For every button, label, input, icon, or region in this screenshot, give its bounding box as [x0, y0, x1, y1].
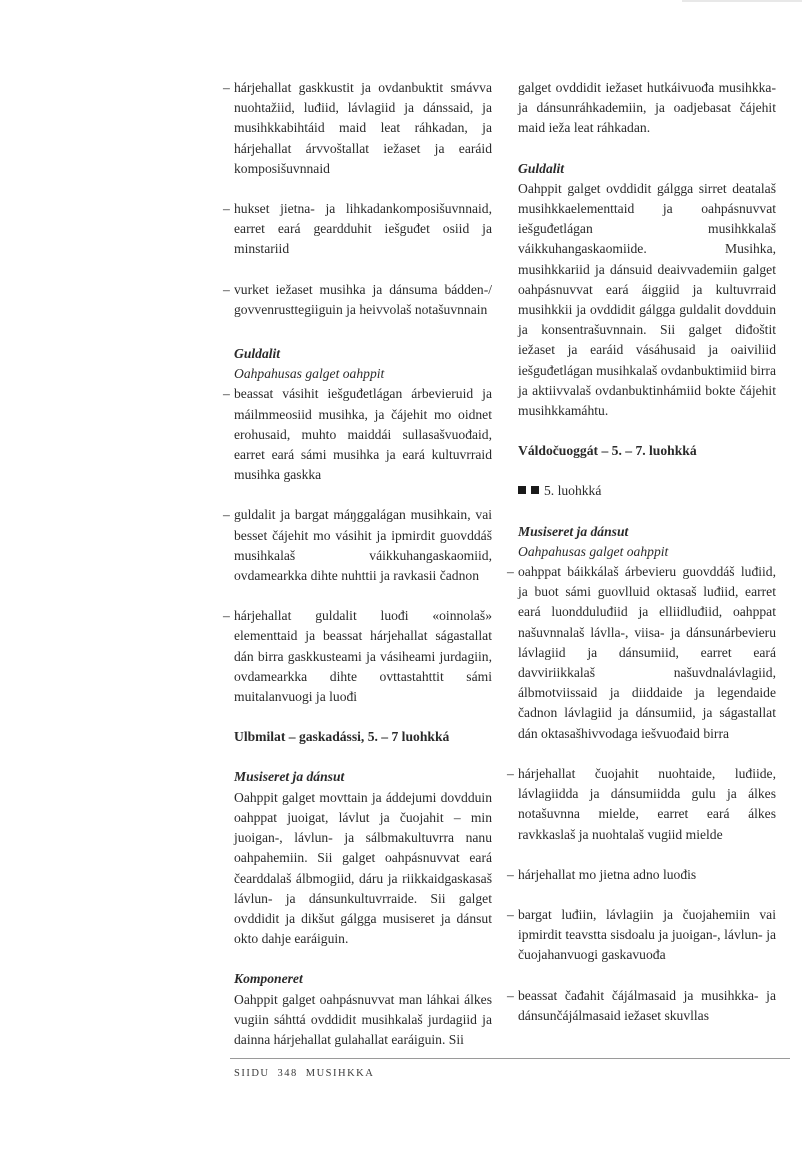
section-heading-komponeret: Komponeret [234, 971, 303, 987]
grade-label-text: 5. luohkká [544, 483, 602, 499]
section-subheading: Oahpahusas galget oahppit [234, 366, 385, 382]
section-subheading: Oahpahusas galget oahppit [518, 543, 669, 559]
right-column [507, 78, 776, 1046]
list-item: – bargat luđiin, lávlagiin ja čuojahemiin vai ipmirdit teavstta sisdoalu ja juoigan-, lávlun- ja čuojahanvuogi gaskavuođa [507, 906, 776, 963]
section-heading-musiseret: Musiseret ja dánsut [234, 769, 345, 785]
footer-label: SIIDU [234, 1068, 270, 1079]
list-item: – hárjehallat čuojahit nuohtaide, luđiide, lávlagiidda ja dánsumiidda gulu ja álkes notašuvnna mielde, earret eará álkes ravkkaslaš ja nuohtalaš vugiid mielde [507, 765, 776, 842]
square-bullet-icon [518, 486, 526, 494]
section-heading-musiseret: Musiseret ja dánsut [518, 523, 629, 539]
section-heading-guldalit: Guldalit [518, 160, 565, 176]
footer-divider [230, 1058, 790, 1059]
list-item-text: beassat vásihit iešguđetlágan árbevieruid ja máilmmeosiid musihka, ja čájehit mo oidnet erohusaid, muhto maiddái sullasašvuođaid, earret eará sámi musihka ja eará kultuvrraid musihka gaskka [234, 386, 492, 483]
list-item: – hárjehallat gaskkustit ja ovdanbuktit smávva nuohtažiid, luđiid, lávlagiid ja dánssaid, ja musihkkabihtáid maid leat ráhkadan, ja hárjehallat árvvoštallat iežaset ja earáid komposišuvnnaid [223, 80, 492, 176]
list-item: – hárjehallat guldalit luođi «oinnolaš» elementtaid ja beassat hárjehallat ságastallat dán birra gaskkusteami ja vásiheami jurdagiin, ovdamearkka dihte ovttastahttit sámi muitalanvuogi ja luođi [223, 608, 492, 705]
page-footer [234, 1068, 382, 1079]
paragraph: galget ovddidit iežaset hutkáivuođa musihkka- ja dánsunráhkademiin, ja oadjebasat čájehit maid ieža leat ráhkadan. [518, 80, 776, 136]
list-item: – vurket iežaset musihka ja dánsuma bádden-/ govvenrusttegiiguin ja heivvolaš notašuvnnain [223, 281, 492, 317]
section-heading-valdo: Váldočuoggát – 5. – 7. luohkká [518, 443, 697, 459]
list-item: – beassat čađahit čájálmasaid ja musihkka- ja dánsunčájálmasaid iežaset skuvllas [507, 987, 776, 1023]
list-item: – hukset jietna- ja lihkadankomposišuvnnaid, earret eará geardduhit iešguđet osiid ja minstariid [223, 201, 492, 257]
page-number: 348 [277, 1068, 298, 1079]
list-item: – beassat vásihit iešguđetlágan árbevieruid ja máilmmeosiid musihka, ja čájehit mo oidnet erohusaid, muhto maiddái sullasašvuođaid, earret eará sámi musihka ja eará kultuvrraid musihka gaskka [223, 386, 492, 483]
list-item-text: hárjehallat mo jietna adno luođis [518, 866, 697, 882]
paragraph: Oahppit galget movttain ja áddejumi dovdduin oahppat juoigat, lávlut ja čuojahit – min juoigan-, lávlun- ja sálbmakultuvrra nanu oahpahemiin. Sii galget oahpásnuvvat eará čearddalaš álbmogiid, dáru ja riikkaidgaskasaš lávlun- ja dánsunkultuvrraide. Sii galget ovddidit ja dikšut gálgga musiseret ja dánsut okto dahje earáiguin. [234, 789, 492, 947]
paragraph: Oahppit galget ovddidit gálgga sirret deatalaš musihkkaelementtaid ja oahpásnuvvat iešguđetlágan musihkkalaš váikkuhangaskaomiide. Musihka, musihkkariid ja dánsuid deaivvademiin galget oahpásnuvvat eará áiggiid ja kultuvrraid musihkkii ja ovddidit gálgga guldalit dovdduin ja konsentrašuvnnain. Sii galget diđoštit iežaset ja earáid vásáhusaid ja oaiviliid iešguđetlágan musihkalaš ovdanbuktimiid birra ja aktiivvalaš ovdanbuktinhámiid bokte čájehit musihkkamáhtu. [518, 180, 776, 419]
list-item: – hárjehallat mo jietna adno luođis [507, 866, 697, 882]
footer-section: MUSIHKKA [305, 1068, 375, 1079]
grade-label [518, 481, 776, 501]
page-edge-mark [682, 0, 802, 2]
list-item-text: hukset jietna- ja lihkadankomposišuvnnaid, earret eará geardduhit iešguđet osiid ja minstariid [234, 201, 492, 257]
list-item-text: guldalit ja bargat máŋggalágan musihkain, vai besset čájehit mo vásihit ja ipmirdit guovddáš musihkalaš váikkuhangaskaomiid, ovdamearkka dihte nuhttii ja ravkasii čadnon [234, 507, 492, 584]
list-item: – guldalit ja bargat máŋggalágan musihkain, vai besset čájehit mo vásihit ja ipmirdit guovddáš musihkalaš váikkuhangaskaomiid, ovdamearkka dihte nuhttii ja ravkasii čadnon [223, 507, 492, 584]
list-item-text: vurket iežaset musihka ja dánsuma bádden-/ govvenrusttegiiguin ja heivvolaš notašuvnnain [234, 281, 492, 317]
list-item-text: hárjehallat guldalit luođi «oinnolaš» elementtaid ja beassat hárjehallat ságastallat dán birra gaskkusteami ja vásiheami jurdagiin, ovdamearkka dihte ovttastahttit sámi muitalanvuogi ja luođi [234, 608, 492, 705]
square-bullet-icon [531, 486, 539, 494]
list-item-text: bargat luđiin, lávlagiin ja čuojahemiin vai ipmirdit teavstta sisdoalu ja juoigan-, lávlun- ja čuojahanvuogi gaskavuođa [518, 906, 776, 963]
left-column [223, 78, 492, 1050]
section-heading-ulbmilat: Ulbmilat – gaskadássi, 5. – 7 luohkká [234, 729, 450, 745]
section-heading-guldalit: Guldalit [234, 346, 281, 362]
list-item: – oahppat báikkálaš árbevieru guovddáš luđiid, ja buot sámi guovlluid oktasaš luđiid, earret eará luondduluđiid ja elliidluđiid, oahppat našuvnnalaš lávlla-, viisa- ja dánsunárbevieru lávlagiid ja dánsumiid, earret eará davviriikkalaš našuvdnalávlagiid, álbmotviissaid ja diiddaide ja legendaide čadnon lávlagiid ja dánsumiid, ja ságastallat dán oktasašhivvodaga iešvuođaid birra [507, 564, 776, 741]
list-item-text: oahppat báikkálaš árbevieru guovddáš luđiid, ja buot sámi guovlluid oktasaš luđiid, earret eará luondduluđiid ja elliidluđiid, oahppat našuvnnalaš lávlla-, viisa- ja dánsunárbevieru lávlagiid ja dánsumiid, earret eará davviriikkalaš našuvdnalávlagiid, álbmotviissaid ja diiddaide ja legendaide čadnon lávlagiid ja dánsumiid, ja ságastallat dán oktasašhivvodaga iešvuođaid birra [518, 564, 776, 741]
list-item-text: beassat čađahit čájálmasaid ja musihkka- ja dánsunčájálmasaid iežaset skuvllas [518, 987, 776, 1023]
paragraph: Oahppit galget oahpásnuvvat man láhkai álkes vugiin sáhttá ovddidit musihkalaš jurdagiid ja dainna hárjehallat gulahallat earáiguin. Sii [234, 991, 492, 1047]
list-item-text: hárjehallat gaskkustit ja ovdanbuktit smávva nuohtažiid, luđiid, lávlagiid ja dánssaid, ja musihkkabihtáid maid leat ráhkadan, ja hárjehallat árvvoštallat iežaset ja earáid komposišuvnnaid [234, 80, 492, 176]
list-item-text: hárjehallat čuojahit nuohtaide, luđiide, lávlagiidda ja dánsumiidda gulu ja álkes notašuvnna mielde, earret eará álkes ravkkaslaš ja nuohtalaš vugiid mielde [518, 765, 776, 842]
